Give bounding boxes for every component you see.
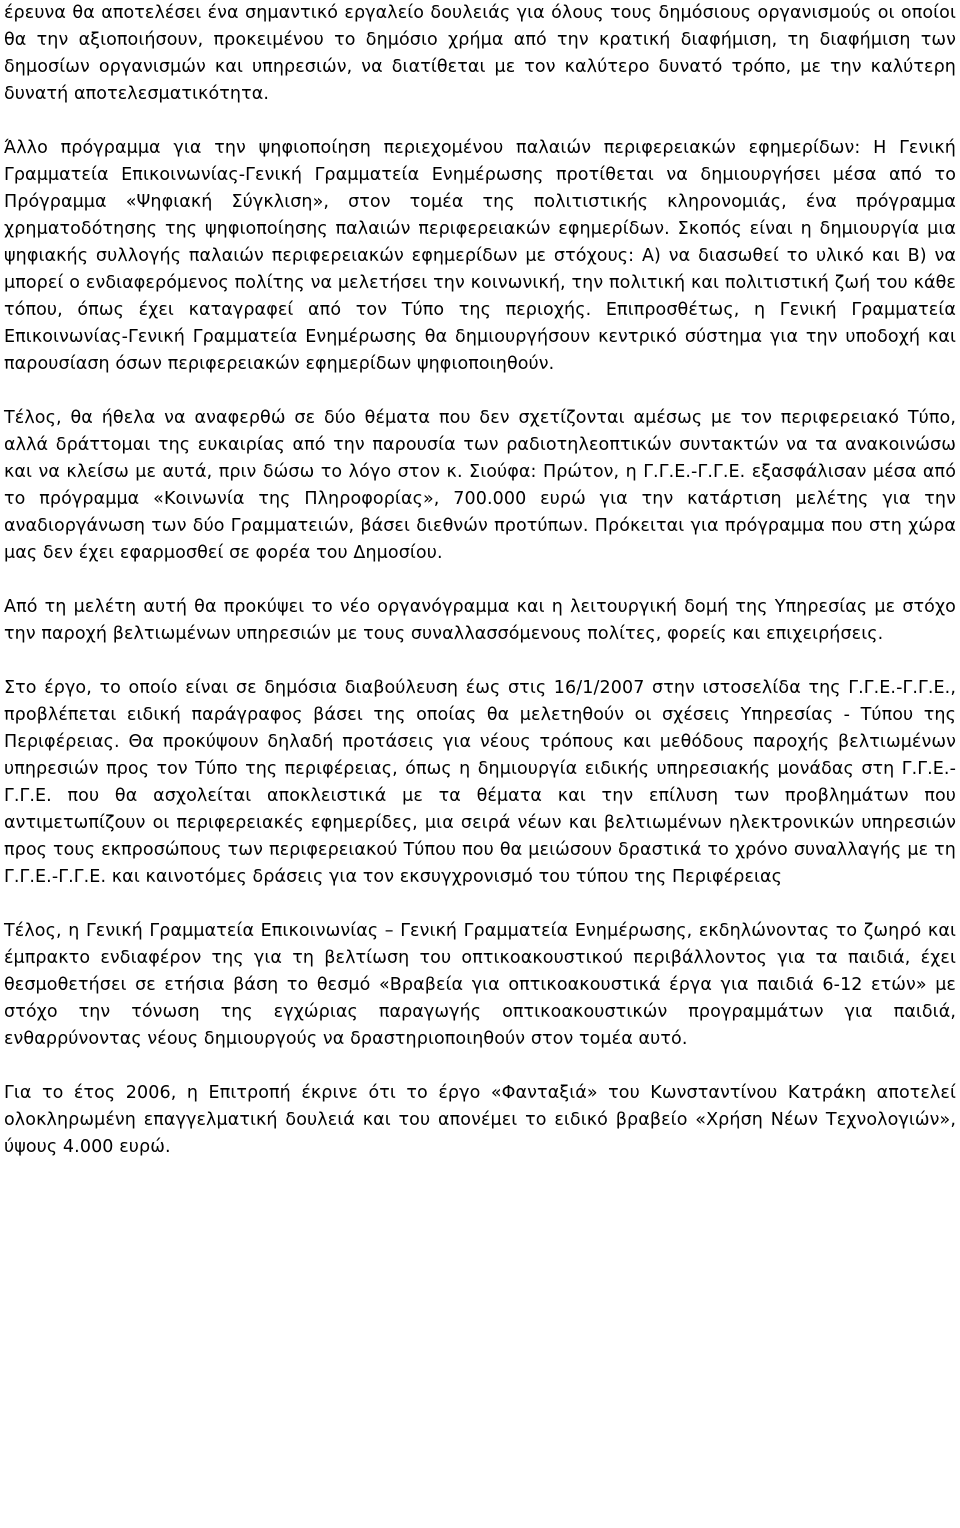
- paragraph-research-tool: έρευνα θα αποτελέσει ένα σημαντικό εργαλείο δουλειάς για όλους τους δημόσιους οργανισμούς οι οποίοι θα την αξιοποιήσουν, προκειμένου το δημόσιο χρήμα από την κρατική διαφήμιση, τη διαφήμιση των δημοσίων οργανισμών και υπηρεσιών, να διατίθεται με τον καλύτερο δυνατό τρόπο, με την καλύτερη δυνατή αποτελεσματικότητα.: [4, 3, 956, 104]
- paragraph-reorganization-study: Τέλος, θα ήθελα να αναφερθώ σε δύο θέματα που δεν σχετίζονται αμέσως με τον περιφερειακό Τύπο, αλλά δράττομαι της ευκαιρίας από την παρουσία των ραδιοτηλεοπτικών συντακτών να τα ανακοινώσω και να κλείσω με αυτά, πριν δώσω το λόγο στον κ. Σιούφα: Πρώτον, η Γ.Γ.Ε.-Γ.Γ.Ε. εξασφάλισαν μέσα από το πρόγραμμα «Κοινωνία της Πληροφορίας», 700.000 ευρώ για την κατάρτιση μελέτης για την αναδιοργάνωση των δύο Γραμματειών, βάσει διεθνών προτύπων. Πρόκειται για πρόγραμμα που στη χώρα μας δεν έχει εφαρμοσθεί σε φορέα του Δημοσίου.: [4, 408, 956, 563]
- paragraph-spacer: [4, 1053, 956, 1080]
- paragraph-spacer: [4, 378, 956, 405]
- paragraph-public-consultation: Στο έργο, το οποίο είναι σε δημόσια διαβούλευση έως στις 16/1/2007 στην ιστοσελίδα της Γ.Γ.Ε.-Γ.Γ.Ε., προβλέπεται ειδική παράγραφος βάσει της οποίας θα μελετηθούν οι σχέσεις Υπηρεσίας - Τύπου της Περιφέρειας. Θα προκύψουν δηλαδή προτάσεις για νέους τρόπους και μεθόδους παροχής βελτιωμένων υπηρεσιών προς τον Τύπο της περιφέρειας, όπως η δημιουργία ειδικής υπηρεσιακής μονάδας στη Γ.Γ.Ε.-Γ.Γ.Ε. που θα ασχολείται αποκλειστικά με τα θέματα και την επίλυση των προβλημάτων που αντιμετωπίζουν οι περιφερειακές εφημερίδες, μια σειρά νέων και βελτιωμένων ηλεκτρονικών υπηρεσιών προς τους εκπροσώπους των περιφερειακού Τύπου που θα μειώσουν δραστικά το χρόνο συναλλαγής με τη Γ.Γ.Ε.-Γ.Γ.Ε. και καινοτόμες δράσεις για τον εκσυγχρονισμό του τύπου της Περιφέρειας: [4, 678, 956, 887]
- paragraph-childrens-awards: Τέλος, η Γενική Γραμματεία Επικοινωνίας – Γενική Γραμματεία Ενημέρωσης, εκδηλώνοντας το ζωηρό και έμπρακτο ενδιαφέρον της για τη βελτίωση του οπτικοακουστικού περιβάλλοντος για τα παιδιά, έχει θεσμοθετήσει σε ετήσια βάση το θεσμό «Βραβεία για οπτικοακουστικά έργα για παιδιά 6-12 ετών» με στόχο την τόνωση της εγχώριας παραγωγής οπτικοακουστικών προγραμμάτων για παιδιά, ενθαρρύνοντας νέους δημιουργούς να δραστηριοποιηθούν στον τομέα αυτό.: [4, 921, 956, 1049]
- paragraph-organization-chart: Από τη μελέτη αυτή θα προκύψει το νέο οργανόγραμμα και η λειτουργική δομή της Υπηρεσίας με στόχο την παροχή βελτιωμένων υπηρεσιών με τους συναλλασσόμενους πολίτες, φορείς και επιχειρήσεις.: [4, 597, 956, 644]
- paragraph-spacer: [4, 567, 956, 594]
- paragraph-digitization-program: Άλλο πρόγραμμα για την ψηφιοποίηση περιεχομένου παλαιών περιφερειακών εφημερίδων: Η Γενική Γραμματεία Επικοινωνίας-Γενική Γραμματεία Ενημέρωσης προτίθεται να δημιουργήσει μέσα από το Πρόγραμμα «Ψηφιακή Σύγκλιση», στον τομέα της πολιτιστικής κληρονομιάς, ένα πρόγραμμα χρηματοδότησης της ψηφιοποίησης παλαιών περιφερειακών εφημερίδων. Σκοπός είναι η δημιουργία μια ψηφιακής συλλογής παλαιών περιφερειακών εφημερίδων με στόχους: Α) να διασωθεί το υλικό και Β) να μπορεί ο ενδιαφερόμενος πολίτης να μελετήσει την κοινωνική, την πολιτική και πολιτιστική ζωή του κάθε τόπου, όπως έχει καταγραφεί από τον Τύπο της περιοχής. Επιπροσθέτως, η Γενική Γραμματεία Επικοινωνίας-Γενική Γραμματεία Ενημέρωσης θα δημιουργήσουν κεντρικό σύστημα για την υποδοχή και παρουσίαση όσων περιφερειακών εφημερίδων ψηφιοποιηθούν.: [4, 138, 956, 374]
- paragraph-spacer: [4, 648, 956, 675]
- paragraph-spacer: [4, 891, 956, 918]
- paragraph-spacer: [4, 108, 956, 135]
- paragraph-award-2006: Για το έτος 2006, η Επιτροπή έκρινε ότι το έργο «Φανταξιά» του Κωνσταντίνου Κατράκη αποτελεί ολοκληρωμένη επαγγελματική δουλειά και του απονέμει το ειδικό βραβείο «Χρήση Νέων Τεχνολογιών», ύψους 4.000 ευρώ.: [4, 1083, 956, 1157]
